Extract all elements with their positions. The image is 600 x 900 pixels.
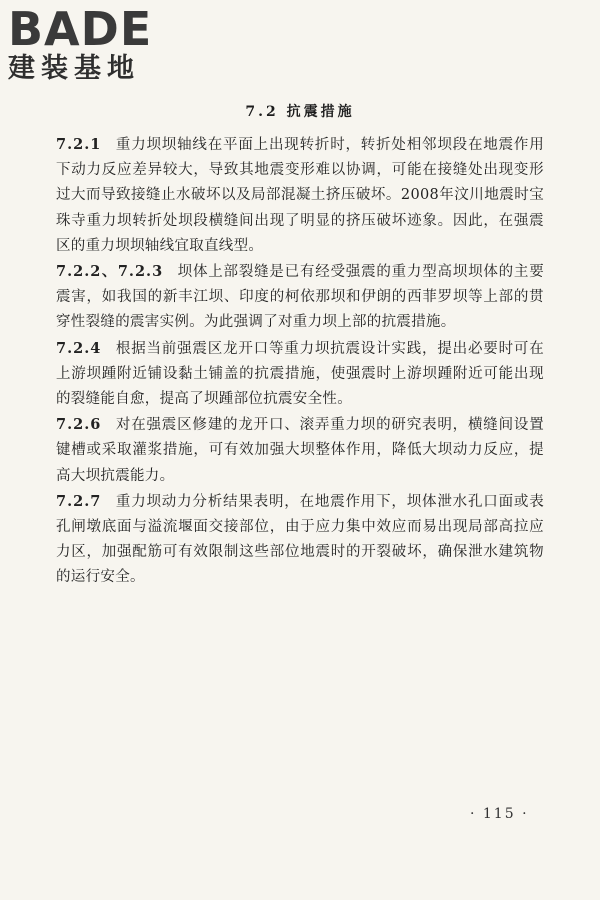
document-body (56, 132, 544, 591)
page-number: · 115 · (470, 806, 529, 822)
paragraph-7-2-4 (56, 336, 544, 413)
paragraph-7-2-6 (56, 412, 544, 489)
clause-text: 重力坝坝轴线在平面上出现转折时，转折处相邻坝段在地震作用下动力反应差异较大，导致其地震变形难以协调，可能在接缝处出现变形过大而导致接缝止水破坏以及局部混凝土挤压破坏。2008年汶川地震时宝珠寺重力坝转折处坝段横缝间出现了明显的挤压破坏迹象。因此，在强震区的重力坝坝轴线宜取直线型。 (56, 137, 544, 254)
logo-subtitle: 建装基地 (8, 53, 140, 84)
paragraph-7-2-7 (56, 489, 544, 591)
paragraph-7-2-2 (56, 259, 544, 336)
clause-text: 对在强震区修建的龙开口、滚弄重力坝的研究表明，横缝间设置键槽或采取灌浆措施，可有效加强大坝整体作用，降低大坝动力反应，提高大坝抗震能力。 (56, 417, 544, 484)
clause-text: 重力坝动力分析结果表明，在地震作用下，坝体泄水孔口面或表孔闸墩底面与溢流堰面交接部位，由于应力集中效应而易出现局部高拉应力区，加强配筋可有效限制这些部位地震时的开裂破坏，确保泄水建筑物的运行安全。 (56, 493, 544, 586)
paragraph-7-2-1 (56, 132, 544, 259)
logo (8, 2, 178, 84)
clause-number: 7.2.7 (56, 492, 102, 510)
clause-number: 7.2.1 (56, 136, 102, 153)
section-title: 7.2 抗震措施 (245, 104, 355, 120)
clause-number: 7.2.6 (56, 416, 102, 434)
logo-text: BADE (8, 2, 153, 56)
clause-number: 7.2.2、7.2.3 (56, 263, 164, 281)
clause-text: 坝体上部裂缝是已有经受强震的重力型高坝坝体的主要震害，如我国的新丰江坝、印度的柯依那坝和伊朗的西菲罗坝等上部的贯穿性裂缝的震害实例。为此强调了对重力坝上部的抗震措施。 (56, 264, 544, 331)
clause-text: 根据当前强震区龙开口等重力坝抗震设计实践，提出必要时可在上游坝踵附近铺设黏土铺盖的抗震措施，使强震时上游坝踵附近可能出现的裂缝能自愈，提高了坝踵部位抗震安全性。 (56, 340, 544, 408)
clause-number: 7.2.4 (56, 339, 102, 357)
